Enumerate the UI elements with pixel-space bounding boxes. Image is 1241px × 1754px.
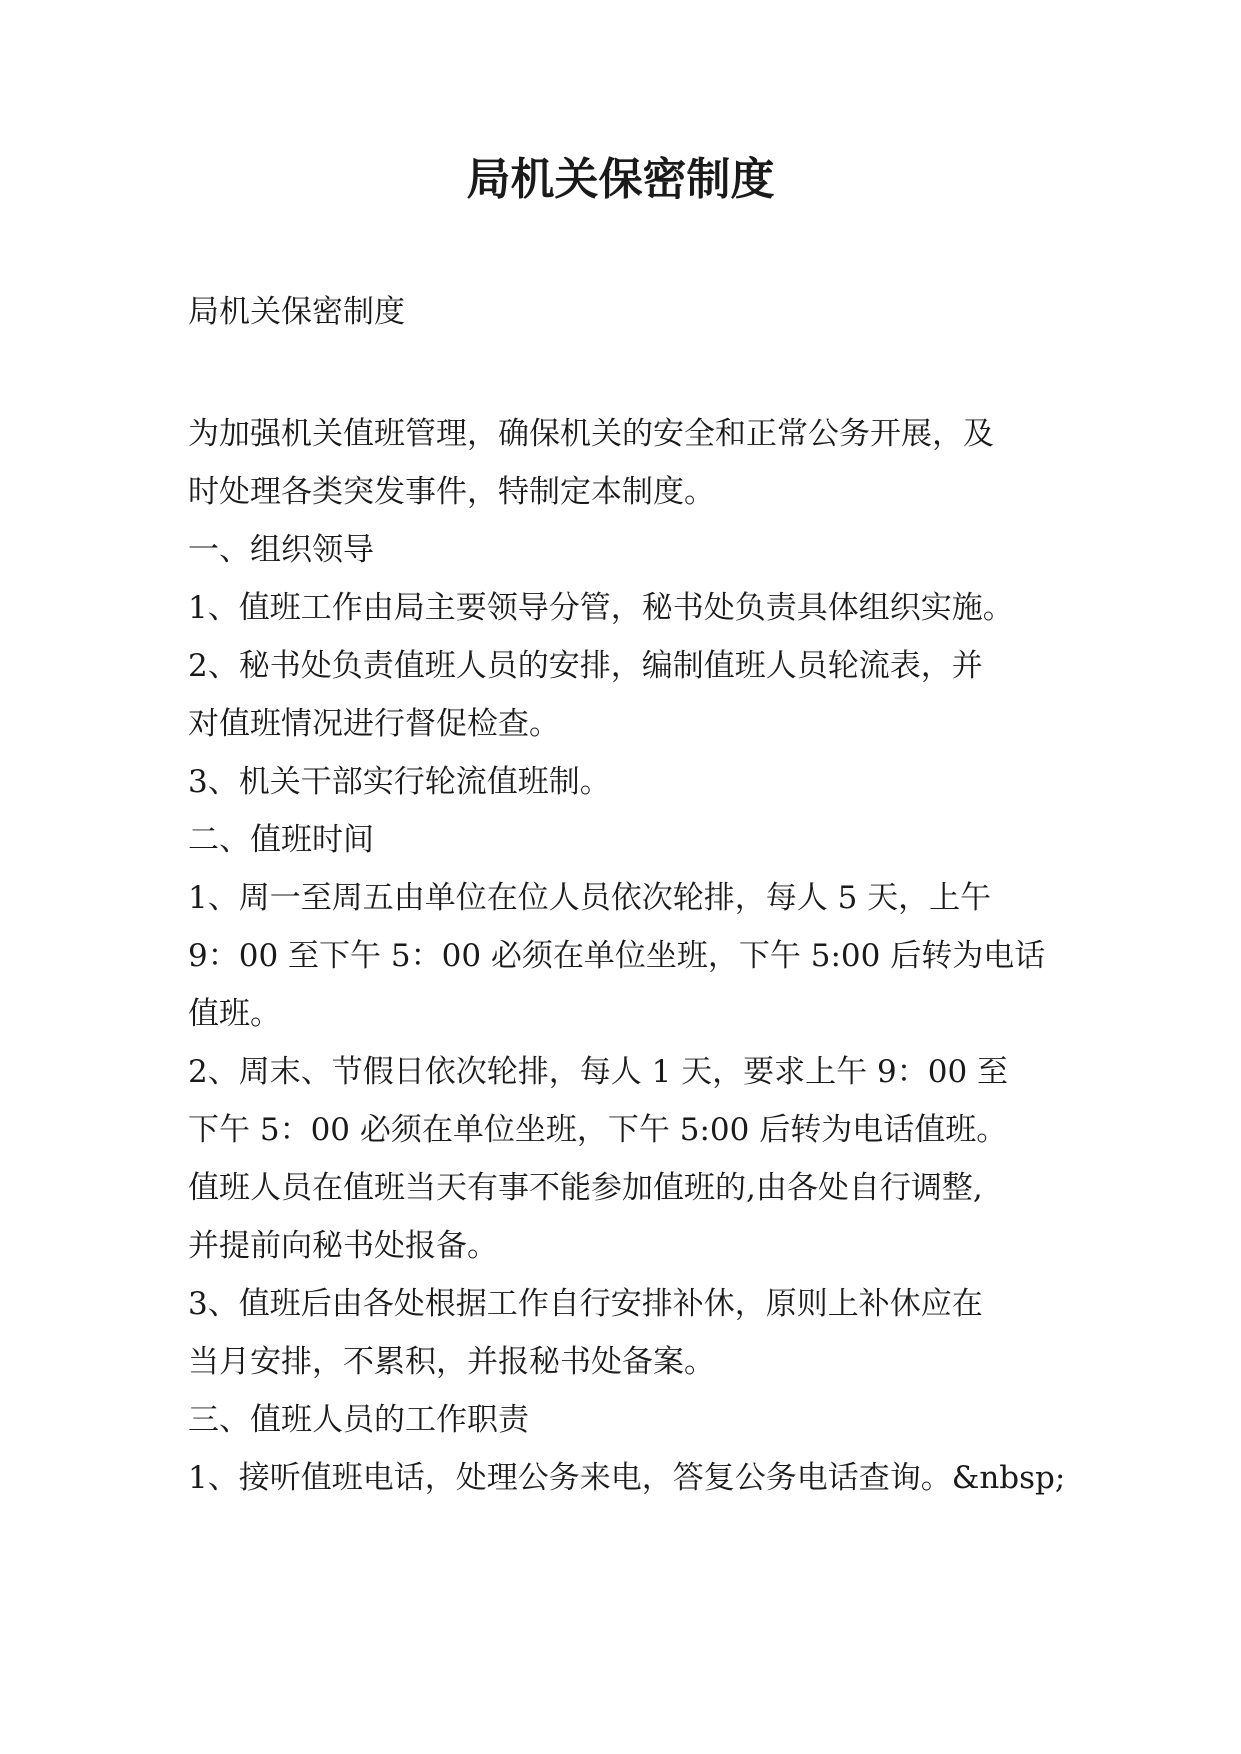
body-line: 3、机关干部实行轮流值班制。 [188, 764, 611, 800]
body-line: 当月安排，不累积，并报秘书处备案。 [188, 1344, 715, 1380]
body-line: 3、值班后由各处根据工作自行安排补休，原则上补休应在 [188, 1286, 983, 1322]
body-line: 2、周末、节假日依次轮排，每人 1 天，要求上午 9：00 至 [188, 1054, 1009, 1090]
section-heading: 三、值班人员的工作职责 [188, 1402, 529, 1438]
document-subtitle: 局机关保密制度 [188, 294, 405, 330]
body-line: 1、接听值班电话，处理公务来电，答复公务电话查询。&nbsp; [188, 1460, 1066, 1496]
body-line: 9：00 至下午 5：00 必须在单位坐班，下午 5:00 后转为电话 [188, 938, 1046, 974]
body-line: 并提前向秘书处报备。 [188, 1228, 498, 1264]
body-line: 2、秘书处负责值班人员的安排，编制值班人员轮流表，并 [188, 648, 983, 684]
body-line: 值班。 [188, 996, 281, 1032]
section-heading: 二、值班时间 [188, 822, 374, 858]
body-line: 时处理各类突发事件，特制定本制度。 [188, 474, 715, 510]
body-line: 下午 5：00 必须在单位坐班，下午 5:00 后转为电话值班。 [188, 1112, 1008, 1148]
document-title: 局机关保密制度 [466, 154, 775, 205]
body-line: 1、周一至周五由单位在位人员依次轮排，每人 5 天，上午 [188, 880, 992, 916]
document-body [188, 405, 1066, 1507]
section-heading: 一、组织领导 [188, 532, 374, 568]
body-line: 值班人员在值班当天有事不能参加值班的,由各处自行调整, [188, 1170, 983, 1206]
body-line: 对值班情况进行督促检查。 [188, 706, 560, 742]
body-line: 为加强机关值班管理，确保机关的安全和正常公务开展，及 [188, 416, 994, 452]
body-line: 1、值班工作由局主要领导分管，秘书处负责具体组织实施。 [188, 590, 1014, 626]
